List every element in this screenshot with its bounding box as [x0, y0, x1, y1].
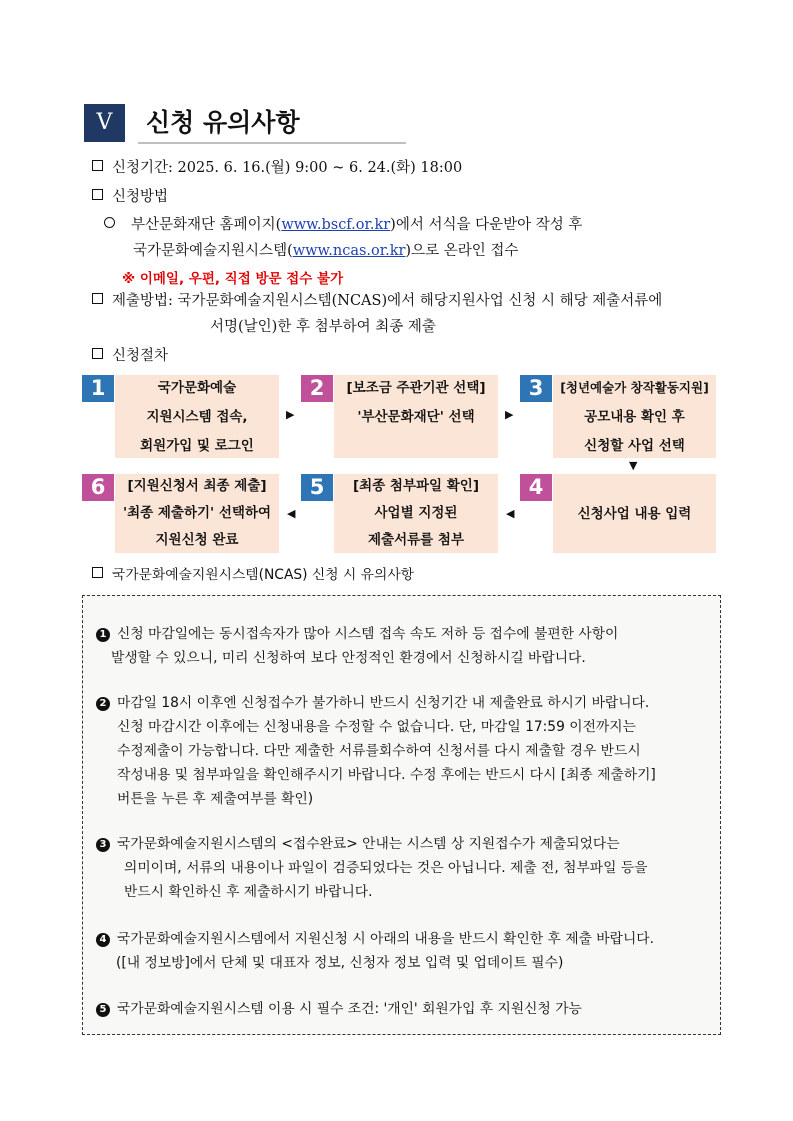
notice-item-4-line-2: ([내 정보방]에서 단체 및 대표자 정보, 신청자 정보 입력 및 업데이트 필수)	[116, 955, 564, 971]
section-number: Ⅴ	[84, 104, 125, 142]
checkbox-square-icon	[92, 567, 103, 578]
notice-item-3: 3 국가문화예술지원시스템의 <접수완료> 안내는 시스템 상 지원접수가 제출되었다는	[96, 834, 620, 854]
notice-item-5: 5 국가문화예술지원시스템 이용 시 필수 조건: '개인' 회원가입 후 지원신청 가능	[96, 999, 582, 1019]
period-row	[92, 158, 462, 178]
step-2-box: [보조금 주관기관 선택] '부산문화재단' 선택	[334, 375, 498, 458]
step-1-box: 국가문화예술 지원시스템 접속, 회원가입 및 로그인	[115, 375, 279, 458]
notice-heading-row	[92, 565, 414, 585]
procedure-heading-row	[92, 346, 168, 366]
step-5-badge: 5	[301, 474, 333, 501]
checkbox-square-icon	[92, 348, 103, 359]
notice-item-3-line-3: 반드시 확인하신 후 제출하시기 바랍니다.	[124, 884, 373, 900]
step-6-box: [지원신청서 최종 제출] '최종 제출하기' 선택하여 지원신청 완료	[115, 474, 279, 553]
step-5-box: [최종 첨부파일 확인] 사업별 지정된 제출서류를 첨부	[334, 474, 498, 553]
notice-item-4: 4 국가문화예술지원시스템에서 지원신청 시 아래의 내용을 반드시 확인한 후 제출 바랍니다.	[96, 929, 654, 949]
period-text: 신청기간: 2025. 6. 16.(월) 9:00 ~ 6. 24.(화) 18:00	[112, 160, 463, 176]
submission-row	[92, 291, 662, 311]
checkbox-square-icon	[92, 160, 103, 171]
checkbox-square-icon	[92, 293, 103, 304]
method-heading: 신청방법	[112, 189, 169, 205]
arrow-right-icon: ▶	[286, 408, 295, 421]
number-2-icon: 2	[96, 697, 110, 711]
ncas-link[interactable]: www.ncas.or.kr	[292, 243, 406, 259]
step-3-box: [청년예술가 창작활동지원] 공모내용 확인 후 신청할 사업 선택	[553, 375, 716, 458]
notice-item-2-line-2: 신청 마감시간 이후에는 신청내용을 수정할 수 없습니다. 단, 마감일 17:59 이전까지는	[117, 719, 636, 735]
notice-item-1-line-2: 발생할 수 있으니, 미리 신청하여 보다 안정적인 환경에서 신청하시길 바랍니다.	[111, 650, 586, 666]
circle-bullet-icon	[104, 217, 115, 228]
step-6-badge: 6	[82, 474, 114, 501]
section-title: 신청 유의사항	[146, 108, 300, 137]
method-heading-row	[92, 187, 168, 207]
step-2-badge: 2	[301, 375, 333, 402]
number-5-icon: 5	[96, 1003, 110, 1017]
checkbox-square-icon	[92, 189, 103, 200]
bscf-link[interactable]: www.bscf.or.kr	[281, 217, 391, 233]
step-1-badge: 1	[82, 375, 114, 402]
number-4-icon: 4	[96, 933, 110, 947]
submission-line-2: 서명(날인)한 후 첨부하여 최종 제출	[210, 319, 436, 335]
notice-item-2-line-3: 수정제출이 가능합니다. 다만 제출한 서류를회수하여 신청서를 다시 제출할 경우 반드시	[117, 743, 641, 759]
notice-item-2-line-5: 버튼을 누른 후 제출여부를 확인)	[117, 791, 314, 807]
number-1-icon: 1	[96, 628, 110, 642]
notice-item-2: 2 마감일 18시 이후엔 신청접수가 불가하니 반드시 신청기간 내 제출완료 하시기 바랍니다.	[96, 693, 649, 713]
step-4-box: 신청사업 내용 입력	[553, 474, 716, 553]
notice-item-2-line-4: 작성내용 및 첨부파일을 확인해주시기 바랍니다. 수정 후에는 반드시 다시 [최종 제출하기]	[117, 767, 656, 783]
number-3-icon: 3	[96, 838, 110, 852]
arrow-left-icon: ◀	[287, 507, 296, 520]
arrow-left-icon: ◀	[506, 507, 515, 520]
method-line-1: 부산문화재단 홈페이지(www.bscf.or.kr)에서 서식을 다운받아 작성 후	[104, 215, 582, 235]
procedure-heading: 신청절차	[112, 348, 169, 364]
method-line-2: 국가문화예술지원시스템(www.ncas.or.kr)으로 온라인 접수	[133, 243, 519, 259]
arrow-right-icon: ▶	[505, 408, 514, 421]
method-warning: ※ 이메일, 우편, 직접 방문 접수 불가	[122, 271, 344, 287]
notice-heading: 국가문화예술지원시스템(NCAS) 신청 시 유의사항	[112, 567, 414, 583]
notice-item-3-line-2: 의미이며, 서류의 내용이나 파일이 검증되었다는 것은 아닙니다. 제출 전, 첨부파일 등을	[124, 860, 648, 876]
section-underline	[138, 142, 406, 144]
step-4-badge: 4	[520, 474, 552, 501]
step-3-badge: 3	[520, 375, 552, 402]
notice-item-1: 1 신청 마감일에는 동시접속자가 많아 시스템 접속 속도 저하 등 접수에 불편한 사항이	[96, 624, 618, 644]
arrow-down-icon: ▼	[629, 459, 638, 472]
submission-line-1: 제출방법: 국가문화예술지원시스템(NCAS)에서 해당지원사업 신청 시 해당 제출서류에	[112, 293, 663, 309]
